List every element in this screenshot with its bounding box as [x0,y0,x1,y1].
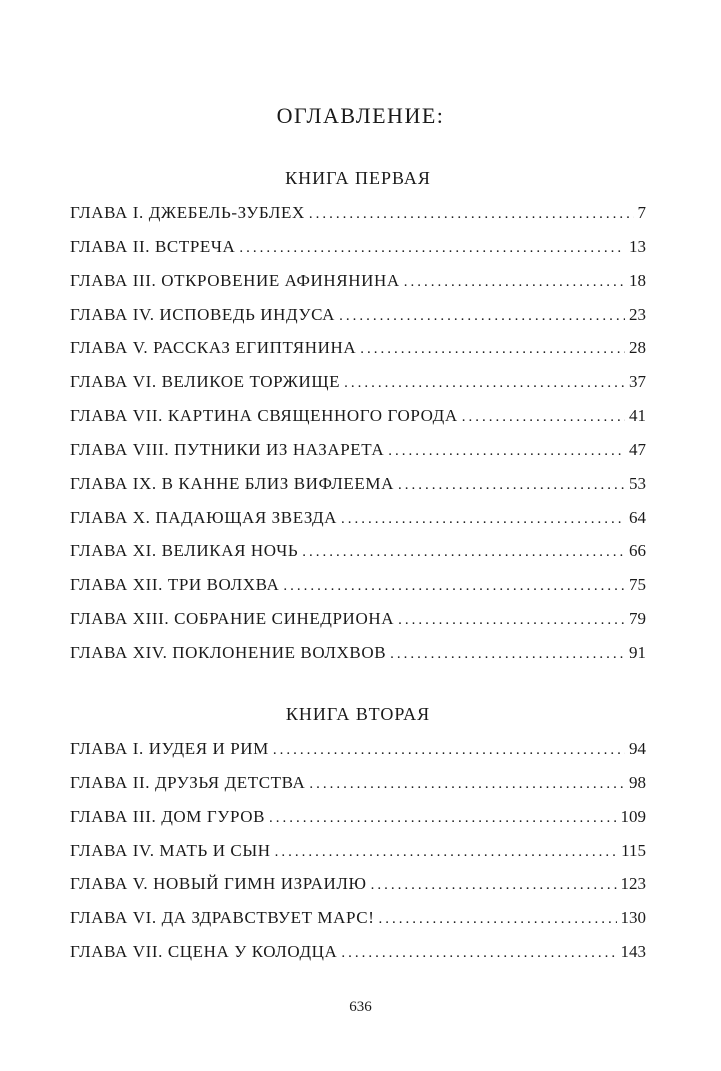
toc-entry [70,834,646,868]
toc-entry [70,568,646,602]
dot-leader [309,768,625,802]
toc-entry [70,534,646,568]
dot-leader [390,638,625,672]
chapter-title: ГЛАВА V. НОВЫЙ ГИМН ИЗРАИЛЮ [70,874,367,894]
dot-leader [283,570,625,604]
chapter-page-number: 98 [629,772,646,792]
toc-entry [70,399,646,433]
book-section-second [70,699,646,969]
chapter-title: ГЛАВА V. РАССКАЗ ЕГИПТЯНИНА [70,338,357,358]
chapter-title: ГЛАВА XIV. ПОКЛОНЕНИЕ ВОЛХВОВ [70,642,387,662]
chapter-title: ГЛАВА VI. ДА ЗДРАВСТВУЕТ МАРС! [70,908,375,928]
chapter-title: ГЛАВА XI. ВЕЛИКАЯ НОЧЬ [70,541,299,561]
toc-entry [70,935,646,969]
dot-leader [339,300,625,334]
chapter-page-number: 130 [620,908,646,928]
toc-entry [70,800,646,834]
chapter-title: ГЛАВА IV. МАТЬ И СЫН [70,840,271,860]
chapter-list-second [70,732,646,969]
toc-entry [70,602,646,636]
chapter-page-number: 115 [621,840,646,860]
chapter-page-number: 109 [620,806,646,826]
dot-leader [378,903,616,937]
chapter-title: ГЛАВА VII. СЦЕНА У КОЛОДЦА [70,942,338,962]
chapter-page-number: 143 [620,942,646,962]
toc-entry [70,501,646,535]
dot-leader [404,266,625,300]
chapter-page-number: 18 [629,270,646,290]
dot-leader [388,435,625,469]
chapter-page-number: 23 [629,304,646,324]
chapter-page-number: 7 [637,203,646,222]
chapter-title: ГЛАВА II. ДРУЗЬЯ ДЕТСТВА [70,772,306,792]
chapter-title: ГЛАВА I. ИУДЕЯ И РИМ [70,739,269,758]
toc-entry [70,867,646,901]
chapter-page-number: 13 [629,236,646,256]
toc-entry [70,331,646,365]
dot-leader [398,469,625,503]
toc-entry [70,298,646,332]
chapter-page-number: 64 [629,507,646,527]
chapter-page-number: 47 [629,439,646,459]
chapter-page-number: 66 [629,541,646,561]
dot-leader [273,734,625,768]
toc-entry [70,196,646,230]
dot-leader [302,536,625,570]
page-number: 636 [349,999,372,1015]
chapter-title: ГЛАВА VIII. ПУТНИКИ ИЗ НАЗАРЕТА [70,439,385,459]
chapter-page-number: 79 [629,609,646,629]
dot-leader [341,503,625,537]
toc-entry [70,365,646,399]
dot-leader [371,869,617,903]
chapter-page-number: 123 [620,874,646,894]
chapter-page-number: 41 [629,406,646,426]
chapter-title: ГЛАВА II. ВСТРЕЧА [70,236,236,256]
chapter-title: ГЛАВА III. ДОМ ГУРОВ [70,806,266,826]
chapter-title: ГЛАВА III. ОТКРОВЕНИЕ АФИНЯНИНА [70,270,400,290]
toc-entry [70,264,646,298]
chapter-title: ГЛАВА IV. ИСПОВЕДЬ ИНДУСА [70,304,336,324]
chapter-title: ГЛАВА VII. КАРТИНА СВЯЩЕННОГО ГОРОДА [70,406,458,426]
chapter-page-number: 37 [629,372,646,392]
dot-leader [462,401,625,435]
toc-title: ОГЛАВЛЕНИЕ: [276,103,445,128]
toc-entry [70,636,646,670]
chapter-page-number: 28 [629,338,646,358]
chapter-page-number: 75 [629,575,646,595]
chapter-title: ГЛАВА IX. В КАННЕ БЛИЗ ВИФЛЕЕМА [70,473,394,493]
toc-entry [70,732,646,766]
chapter-page-number: 53 [629,473,646,493]
toc-entry [70,766,646,800]
toc-entry [70,467,646,501]
chapter-page-number: 91 [629,642,646,662]
book-heading-second: КНИГА ВТОРАЯ [285,704,431,724]
dot-leader [344,367,625,401]
chapter-title: ГЛАВА X. ПАДАЮЩАЯ ЗВЕЗДА [70,507,338,527]
toc-entry [70,230,646,264]
chapter-page-number: 94 [629,739,646,758]
chapter-title: ГЛАВА VI. ВЕЛИКОЕ ТОРЖИЩЕ [70,372,341,392]
book-heading-first: КНИГА ПЕРВАЯ [285,168,431,188]
chapter-list-first [70,196,646,670]
dot-leader [398,604,625,638]
dot-leader [341,937,616,971]
dot-leader [275,836,617,870]
book-section-first [70,163,646,670]
dot-leader [309,198,634,232]
chapter-title: ГЛАВА XIII. СОБРАНИЕ СИНЕДРИОНА [70,609,395,629]
toc-entry [70,901,646,935]
dot-leader [269,802,616,836]
dot-leader [239,232,625,266]
dot-leader [360,333,625,367]
chapter-title: ГЛАВА XII. ТРИ ВОЛХВА [70,575,280,595]
toc-entry [70,433,646,467]
chapter-title: ГЛАВА I. ДЖЕБЕЛЬ-ЗУБЛЕХ [70,203,305,222]
